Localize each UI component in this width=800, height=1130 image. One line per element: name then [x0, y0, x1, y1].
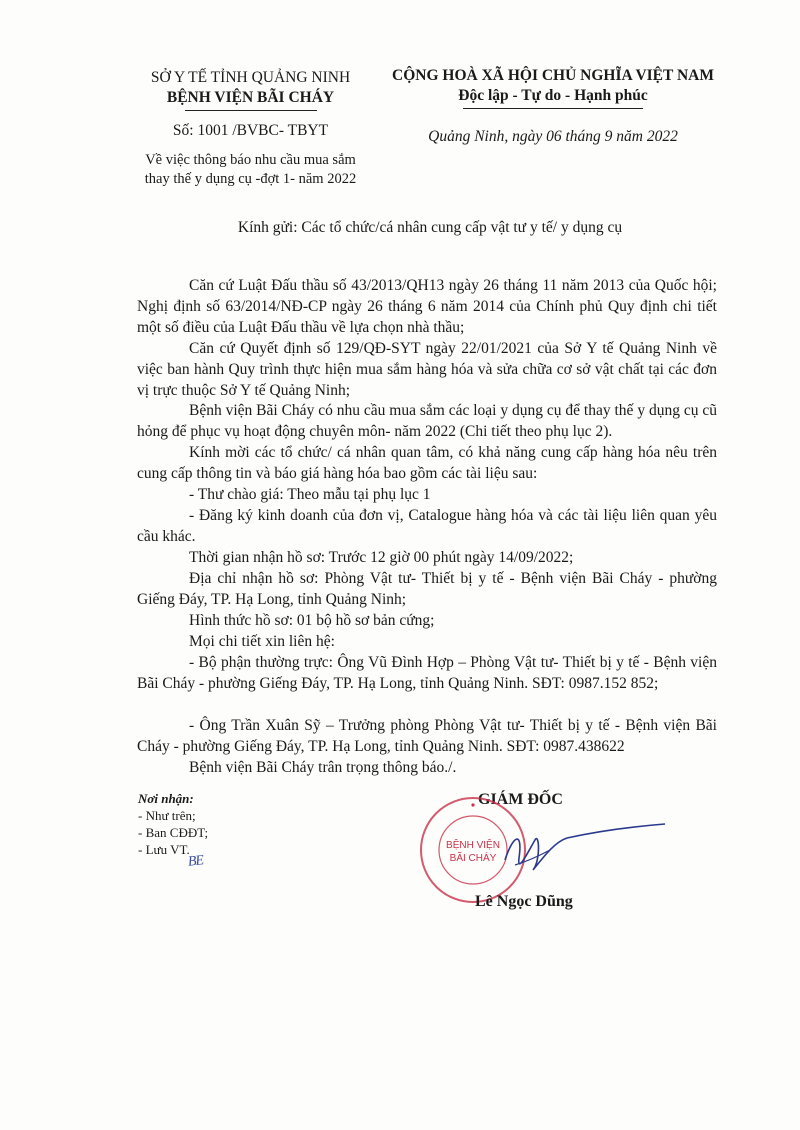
hospital-name: BỆNH VIỆN BÃI CHÁY — [166, 89, 335, 106]
paragraph-need: Bệnh viện Bãi Cháy có nhu cầu mua sắm các loại y dụng cụ để thay thế y dụng cụ cũ hỏng để phục vụ hoạt động chuyên môn- năm 2022 (Chi tiết theo phụ lục 2). — [137, 402, 717, 440]
document-number: Số: 1001 /BVBC- TBYT — [172, 122, 329, 139]
nation-title: CỘNG HOÀ XÃ HỘI CHỦ NGHĨA VIỆT NAM — [392, 67, 714, 84]
nation-motto: Độc lập - Tự do - Hạnh phúc — [458, 87, 648, 104]
hospital-underline — [185, 110, 317, 111]
item-quote-letter: - Thư chào giá: Theo mẫu tại phụ lục 1 — [189, 486, 431, 503]
recipients-block — [138, 790, 338, 858]
initials-mark: BE — [187, 853, 204, 870]
recipient-item: - Lưu VT. — [138, 842, 190, 857]
handwritten-signature — [495, 820, 675, 890]
signature-title: GIÁM ĐỐC — [478, 791, 563, 808]
agency-name: SỞ Y TẾ TỈNH QUẢNG NINH — [150, 69, 351, 86]
paragraph-invitation: Kính mời các tổ chức/ cá nhân quan tâm, có khả năng cung cấp hàng hóa nêu trên cung cấp thông tin và báo giá hàng hóa bao gồm các tài liệu sau: — [137, 444, 717, 482]
recipient-item: - Ban CĐĐT; — [138, 825, 209, 840]
header-right — [388, 66, 718, 147]
motto-underline — [463, 108, 643, 109]
item-business-documents: - Đăng ký kinh doanh của đơn vị, Catalogue hàng hóa và các tài liệu liên quan yêu cầu khác. — [137, 507, 717, 545]
paragraph-address: Địa chỉ nhận hồ sơ: Phòng Vật tư- Thiết bị y tế - Bệnh viện Bãi Cháy - phường Giếng Đáy, TP. Hạ Long, tỉnh Quảng Ninh; — [137, 570, 717, 608]
contact-standing-unit: - Bộ phận thường trực: Ông Vũ Đình Hợp – Phòng Vật tư- Thiết bị y tế - Bệnh viện Bãi Cháy - phường Giếng Đáy, TP. Hạ Long, tỉnh Quảng Ninh. SĐT: 0987.152 852; — [137, 654, 717, 692]
paragraph-legal-basis-1: Căn cứ Luật Đấu thầu số 43/2013/QH13 ngày 26 tháng 11 năm 2013 của Quốc hội; Nghị định số 63/2014/NĐ-CP ngày 26 tháng 6 năm 2014 của Chính phủ Quy định chi tiết một số điều của Luật Đấu thầu về lựa chọn nhà thầu; — [137, 277, 717, 336]
subject-line-2: thay thế y dụng cụ -đợt 1- năm 2022 — [144, 171, 357, 187]
date-line: Quảng Ninh, ngày 06 tháng 9 năm 2022 — [428, 128, 678, 145]
paragraph-format: Hình thức hồ sơ: 01 bộ hồ sơ bản cứng; — [189, 612, 435, 629]
contact-head-of-department: - Ông Trần Xuân Sỹ – Trưởng phòng Phòng Vật tư- Thiết bị y tế - Bệnh viện Bãi Cháy - phường Giếng Đáy, TP. Hạ Long, tỉnh Quảng Ninh. SĐT: 0987.438622 — [137, 717, 717, 755]
header-left — [118, 68, 383, 189]
recipient-line: Kính gửi: Các tổ chức/cá nhân cung cấp vật tư y tế/ y dụng cụ — [237, 219, 623, 236]
signer-name: Lê Ngọc Dũng — [475, 893, 573, 910]
stamp-star — [471, 803, 474, 806]
subject-line-1: Về việc thông báo nhu cầu mua sắm — [145, 152, 356, 168]
paragraph-legal-basis-2: Căn cứ Quyết định số 129/QĐ-SYT ngày 22/01/2021 của Sở Y tế Quảng Ninh về việc ban hành Quy trình thực hiện mua sắm hàng hóa và sửa chữa cơ sở vật chất tại các đơn vị trực thuộc Sở Y tế Quảng Ninh; — [137, 340, 717, 399]
paragraph-deadline: Thời gian nhận hồ sơ: Trước 12 giờ 00 phút ngày 14/09/2022; — [189, 549, 574, 566]
paragraph-contact-heading: Mọi chi tiết xin liên hệ: — [189, 633, 335, 650]
stamp-text-line2: BÃI CHÁY — [449, 853, 497, 864]
recipients-title: Nơi nhận: — [138, 791, 194, 806]
recipient-item: - Như trên; — [138, 808, 196, 823]
paragraph-closing: Bệnh viện Bãi Cháy trân trọng thông báo./. — [189, 759, 457, 776]
stamp-text-line1: BỆNH VIỆN — [446, 840, 500, 851]
